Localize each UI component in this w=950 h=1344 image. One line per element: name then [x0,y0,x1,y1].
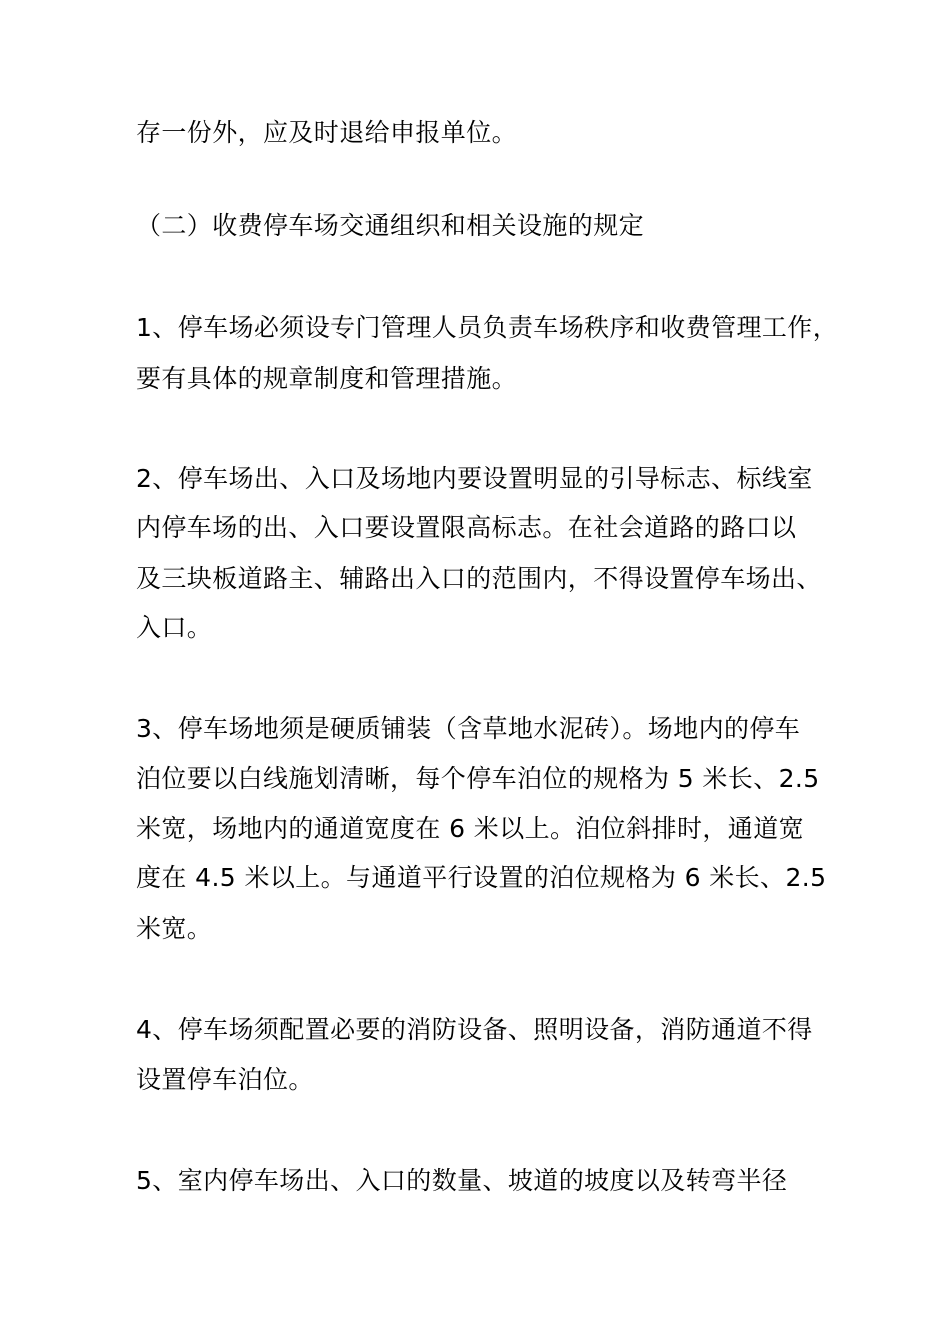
paragraph-text-line: 2、停车场出、入口及场地内要设置明显的引导标志、标线室 [136,464,813,493]
paragraph-text-line: 米宽。 [136,914,213,943]
paragraph-text-line: 泊位要以白线施划清晰，每个停车泊位的规格为 5 米长、2.5 [136,764,820,793]
paragraph-text-line: 3、停车场地须是硬质铺装（含草地水泥砖）。场地内的停车 [136,714,801,743]
paragraph-text-line: 4、停车场须配置必要的消防设备、照明设备，消防通道不得 [136,1015,813,1044]
section-heading: （二）收费停车场交通组织和相关设施的规定 [136,211,645,240]
paragraph-text-line: 要有具体的规章制度和管理措施。 [136,364,518,393]
paragraph-text-line: 5、室内停车场出、入口的数量、坡道的坡度以及转弯半径 [136,1166,788,1195]
paragraph-text-line: 入口。 [136,613,213,642]
paragraph-text-line: 内停车场的出、入口要设置限高标志。在社会道路的路口以 [136,513,797,542]
paragraph-text-line: 设置停车泊位。 [136,1065,314,1094]
paragraph-text-line: 米宽，场地内的通道宽度在 6 米以上。泊位斜排时，通道宽 [136,814,805,843]
paragraph-text-line: 度在 4.5 米以上。与通道平行设置的泊位规格为 6 米长、2.5 [136,863,827,892]
paragraph-text-line: 1、停车场必须设专门管理人员负责车场秩序和收费管理工作， [136,313,839,342]
paragraph-text-line: 及三块板道路主、辅路出入口的范围内，不得设置停车场出、 [136,564,822,593]
paragraph-text-line: 存一份外，应及时退给申报单位。 [136,118,518,147]
